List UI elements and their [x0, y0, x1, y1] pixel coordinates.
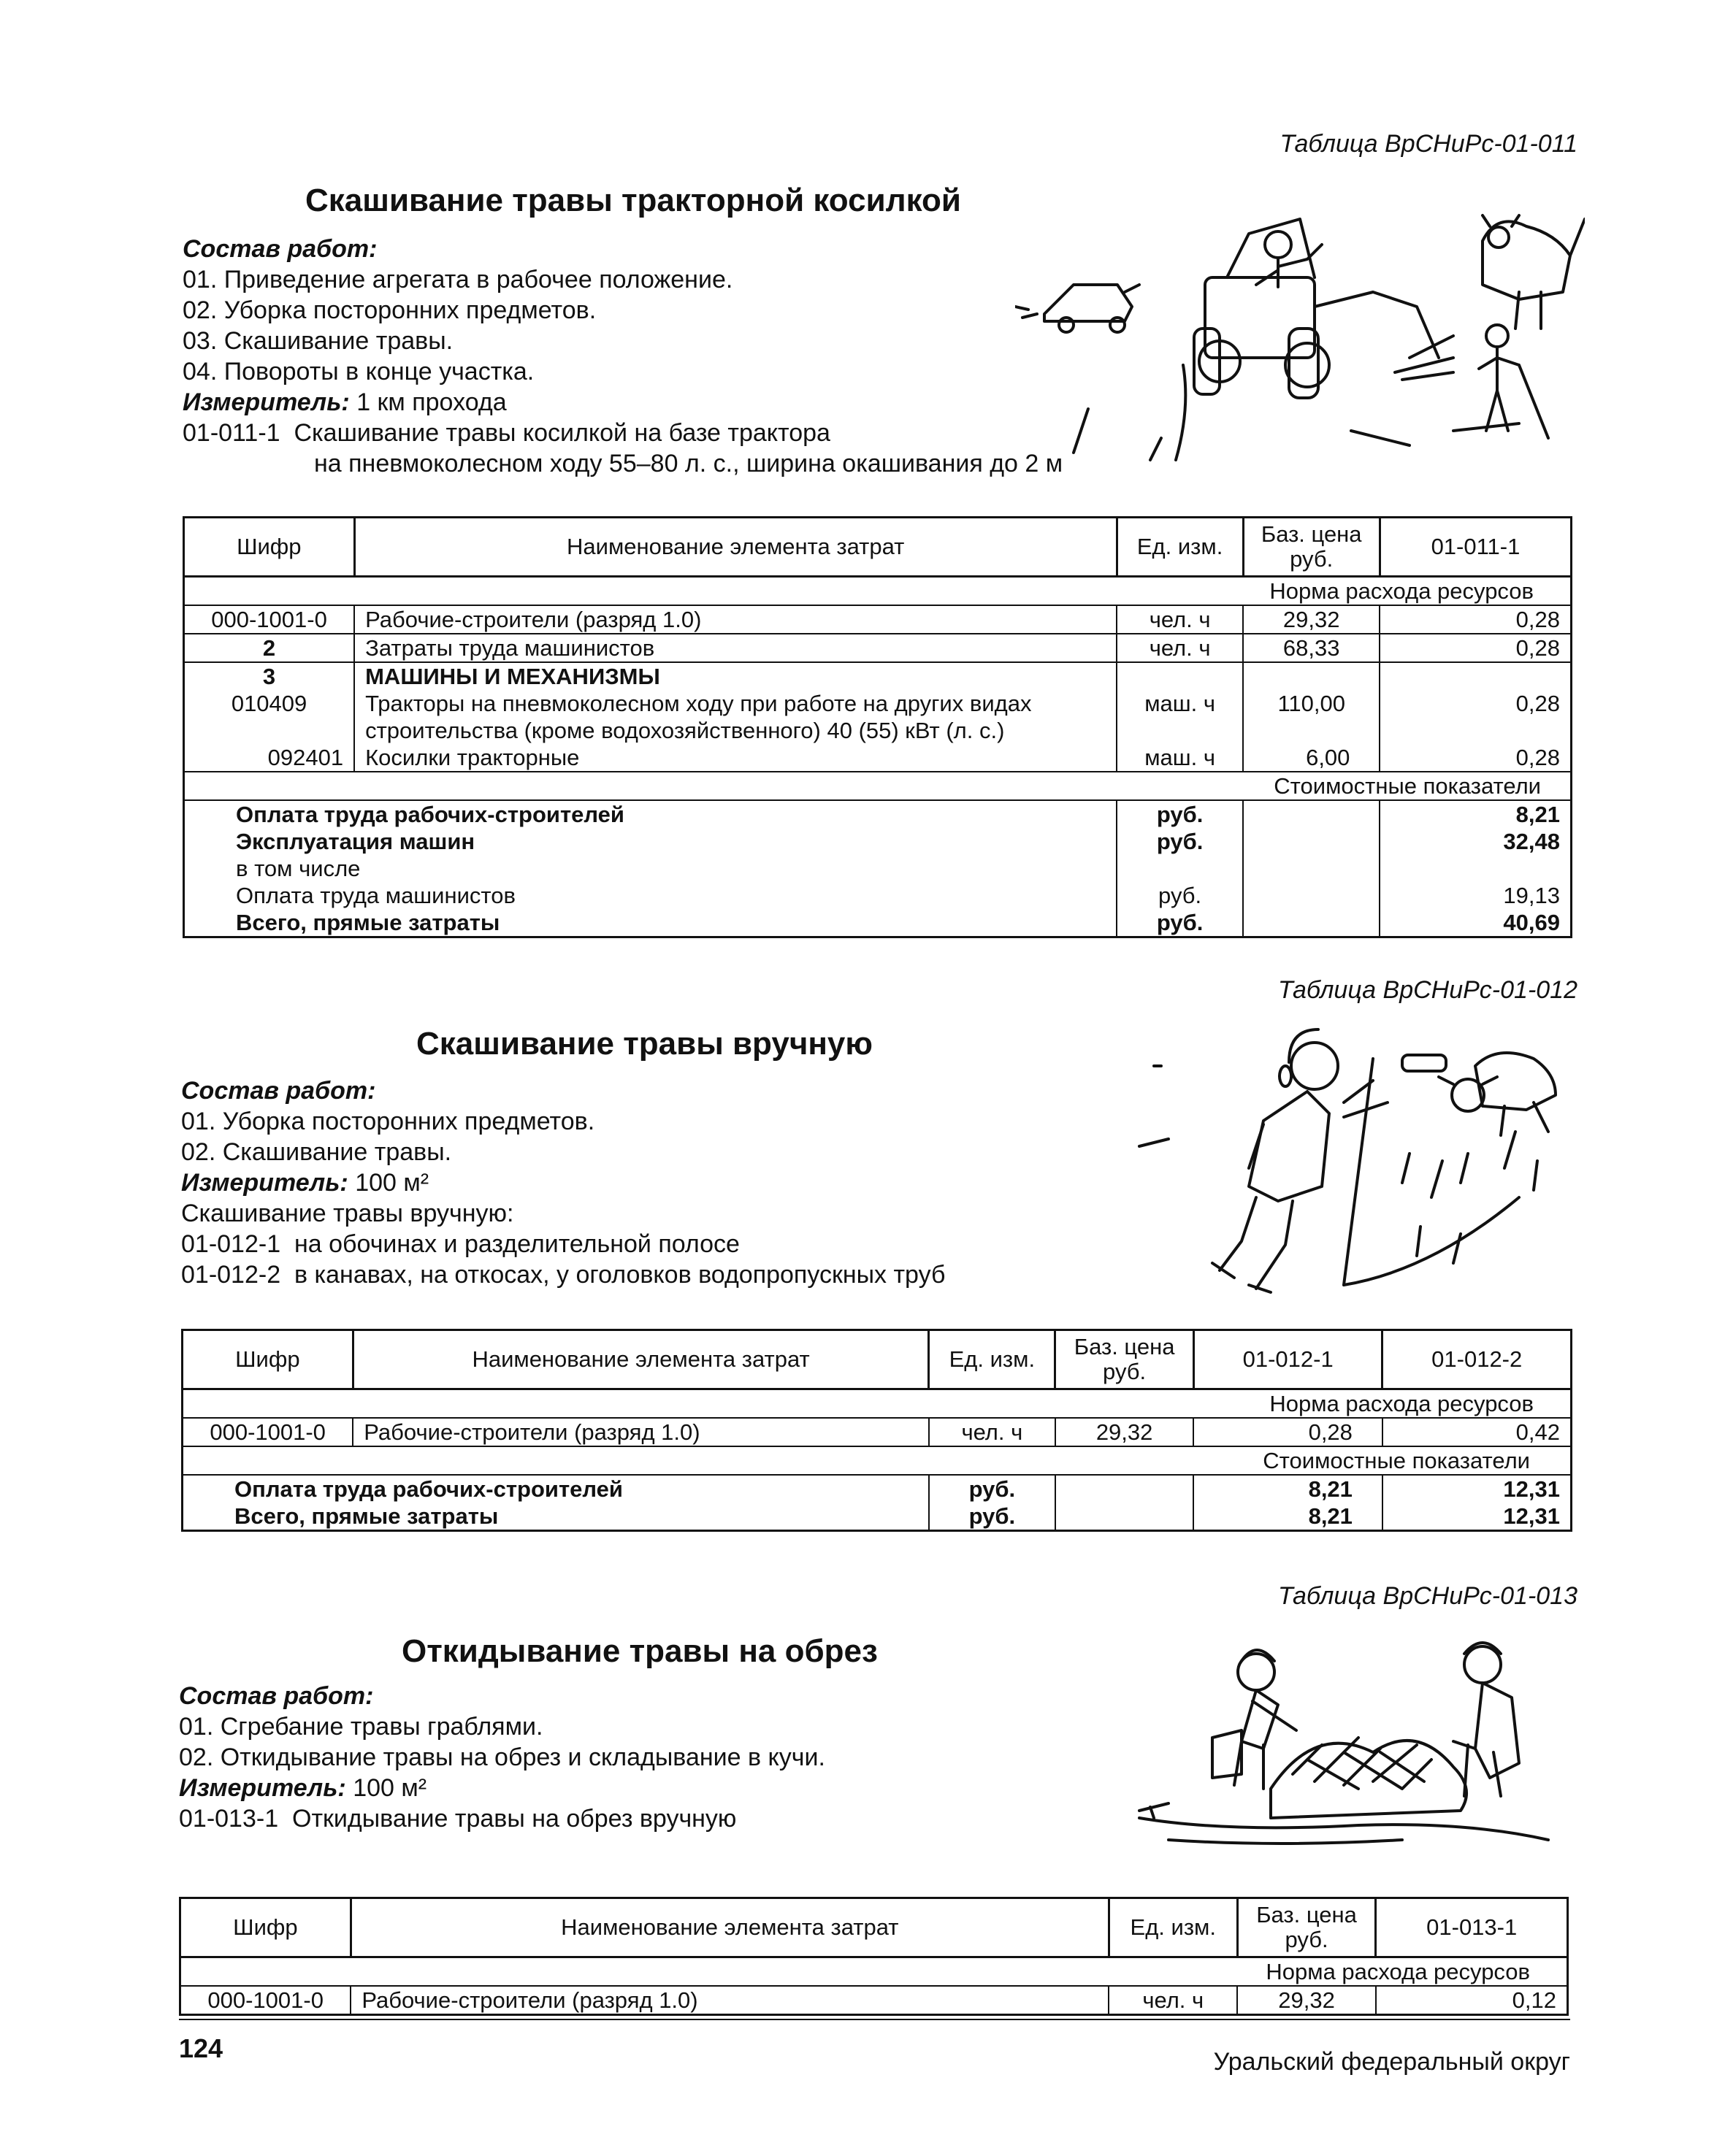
step-item: 02. Уборка посторонних предметов.: [183, 296, 597, 324]
row-price: 29,32: [1055, 1418, 1194, 1446]
cost-unit: руб.: [929, 1503, 1055, 1531]
section-band: Норма расхода ресурсов: [183, 1389, 1572, 1419]
row-unit: чел. ч: [929, 1418, 1055, 1446]
section-band: Стоимостные показатели: [183, 1446, 1572, 1475]
row-name: Затраты труда машинистов: [354, 634, 1117, 662]
code-text-cont: на пневмоколесном ходу 55–80 л. с., ширина окашивания до 2 м: [314, 450, 1063, 477]
row-price: 6,00: [1243, 744, 1380, 772]
row-name-cont: строительства (кроме водохозяйственного) 40 (55) кВт (л. с.): [354, 717, 1117, 744]
cost-name: Оплата труда рабочих-строителей: [183, 1475, 929, 1503]
col-header: Шифр: [180, 1898, 351, 1957]
page-number: 124: [179, 2033, 223, 2063]
code-number: 01-013-1: [179, 1805, 279, 1833]
footer-region: Уральский федеральный округ: [1213, 2048, 1570, 2076]
cost-unit: руб.: [1117, 800, 1243, 828]
row-unit: маш. ч: [1117, 690, 1243, 717]
col-header: 01-011-1: [1380, 518, 1571, 577]
code-line: [183, 418, 1063, 448]
section-band: Стоимостные показатели: [184, 772, 1572, 800]
section-title: Откидывание травы на обрез: [402, 1633, 878, 1669]
step-item: 02. Скашивание травы.: [181, 1138, 452, 1166]
row-code: 3: [184, 662, 355, 690]
col-header: Наименование элемента затрат: [353, 1330, 929, 1389]
cost-value: 32,48: [1380, 828, 1571, 855]
meter-label: Измеритель:: [179, 1774, 346, 1802]
cost-name: Оплата труда рабочих-строителей: [184, 800, 1117, 828]
cost-table: [183, 516, 1572, 938]
row-unit: маш. ч: [1117, 744, 1243, 772]
cost-unit: руб.: [1117, 909, 1243, 937]
table-caption: Таблица ВрСНиРс-01-011: [1280, 130, 1577, 158]
table-caption: Таблица ВрСНиРс-01-013: [1277, 1582, 1577, 1610]
col-header: Наименование элемента затрат: [351, 1898, 1109, 1957]
composition-label: Состав работ:: [183, 235, 378, 263]
section-body: [183, 234, 1063, 479]
row-name: МАШИНЫ И МЕХАНИЗМЫ: [354, 662, 1117, 690]
col-header: Наименование элемента затрат: [354, 518, 1117, 577]
col-header: 01-012-1: [1193, 1330, 1382, 1389]
code-number: 01-012-1: [181, 1230, 281, 1258]
cost-value: 40,69: [1380, 909, 1571, 937]
meter-label: Измеритель:: [181, 1169, 348, 1197]
row-name: Косилки тракторные: [354, 744, 1117, 772]
code-text: Скашивание травы косилкой на базе трактора: [294, 419, 830, 447]
row-price: 29,32: [1237, 1986, 1376, 2015]
col-header: Ед. изм.: [929, 1330, 1055, 1389]
row-value: 0,42: [1382, 1418, 1572, 1446]
col-header: Шифр: [183, 1330, 353, 1389]
cost-value: 8,21: [1380, 800, 1571, 828]
code-number: 01-011-1: [183, 419, 280, 447]
cost-name: Всего, прямые затраты: [184, 909, 1117, 937]
row-name: Рабочие-строители (разряд 1.0): [351, 1986, 1109, 2015]
row-unit: чел. ч: [1117, 634, 1243, 662]
col-header: Баз. цена руб.: [1237, 1898, 1376, 1957]
composition-label: Состав работ:: [179, 1682, 374, 1710]
section-body: [181, 1075, 945, 1290]
col-header: 01-013-1: [1376, 1898, 1568, 1957]
meter-value: 100 м²: [353, 1774, 427, 1802]
row-price: 110,00: [1243, 690, 1380, 717]
row-name: Рабочие-строители (разряд 1.0): [354, 605, 1117, 634]
row-value: 0,28: [1380, 744, 1571, 772]
row-code: 010409: [184, 690, 355, 717]
hand-scythe-illustration: [1125, 1022, 1577, 1314]
footer-rule: [179, 2019, 1570, 2020]
code-text: Откидывание травы на обрез вручную: [292, 1805, 737, 1833]
section-band: Норма расхода ресурсов: [184, 577, 1572, 606]
section-title: Скашивание травы вручную: [416, 1026, 873, 1062]
cost-value: 19,13: [1380, 882, 1571, 909]
col-header: Шифр: [184, 518, 355, 577]
meter-line: [179, 1773, 825, 1803]
step-item: 01. Уборка посторонних предметов.: [181, 1108, 595, 1135]
meter-value: 1 км прохода: [356, 388, 507, 416]
row-name: Тракторы на пневмоколесном ходу при работе на других видах: [354, 690, 1117, 717]
meter-line: [183, 387, 1063, 418]
col-header: Баз. цена руб.: [1055, 1330, 1194, 1389]
composition-label: Состав работ:: [181, 1077, 376, 1105]
code-text: в канавах, на откосах, у оголовков водопропускных труб: [294, 1261, 946, 1289]
cost-name: Всего, прямые затраты: [183, 1503, 929, 1531]
row-name: Рабочие-строители (разряд 1.0): [353, 1418, 929, 1446]
cost-table: [181, 1329, 1572, 1532]
row-value: 0,28: [1380, 634, 1571, 662]
code-number: 01-012-2: [181, 1261, 281, 1289]
code-line: [181, 1229, 945, 1259]
code-line: [181, 1259, 945, 1290]
step-item: 01. Сгребание травы граблями.: [179, 1713, 543, 1741]
tractor-mower-illustration: [1015, 197, 1585, 467]
row-price: 29,32: [1243, 605, 1380, 634]
cost-name: в том числе: [184, 855, 1117, 882]
row-code: 000-1001-0: [180, 1986, 351, 2015]
cost-unit: руб.: [1117, 828, 1243, 855]
meter-label: Измеритель:: [183, 388, 350, 416]
row-code: 000-1001-0: [183, 1418, 353, 1446]
cost-unit: руб.: [1117, 882, 1243, 909]
cost-value: 8,21: [1193, 1503, 1382, 1531]
step-item: 03. Скашивание травы.: [183, 327, 454, 355]
step-item: 01. Приведение агрегата в рабочее положение.: [183, 266, 733, 294]
code-text: на обочинах и разделительной полосе: [294, 1230, 740, 1258]
row-code: 092401: [184, 744, 355, 772]
intro-line: Скашивание травы вручную:: [181, 1200, 514, 1227]
row-code: 2: [184, 634, 355, 662]
col-header: Ед. изм.: [1117, 518, 1243, 577]
section-title: Скашивание травы тракторной косилкой: [305, 183, 961, 218]
cost-name: Эксплуатация машин: [184, 828, 1117, 855]
row-unit: чел. ч: [1117, 605, 1243, 634]
section-band: Норма расхода ресурсов: [180, 1957, 1568, 1987]
row-unit: чел. ч: [1109, 1986, 1237, 2015]
row-value: 0,28: [1380, 605, 1571, 634]
cost-name: Оплата труда машинистов: [184, 882, 1117, 909]
cost-table: [179, 1897, 1569, 2016]
row-value: 0,12: [1376, 1986, 1568, 2015]
col-header: Баз. цена руб.: [1243, 518, 1380, 577]
cost-unit: руб.: [929, 1475, 1055, 1503]
row-code: 000-1001-0: [184, 605, 355, 634]
row-value: 0,28: [1193, 1418, 1382, 1446]
row-price: 68,33: [1243, 634, 1380, 662]
meter-value: 100 м²: [355, 1169, 429, 1197]
row-value: 0,28: [1380, 690, 1571, 717]
col-header: Ед. изм.: [1109, 1898, 1237, 1957]
cost-value: 12,31: [1382, 1475, 1572, 1503]
table-caption: Таблица ВрСНиРс-01-012: [1277, 976, 1577, 1004]
code-line: [179, 1803, 825, 1834]
col-header: 01-012-2: [1382, 1330, 1572, 1389]
cost-value: 8,21: [1193, 1475, 1382, 1503]
section-body: [179, 1681, 825, 1834]
cost-value: 12,31: [1382, 1503, 1572, 1531]
step-item: 02. Откидывание травы на обрез и складывание в кучи.: [179, 1743, 825, 1771]
step-item: 04. Повороты в конце участка.: [183, 358, 535, 385]
raking-grass-illustration: [1125, 1635, 1563, 1876]
meter-line: [181, 1167, 945, 1198]
